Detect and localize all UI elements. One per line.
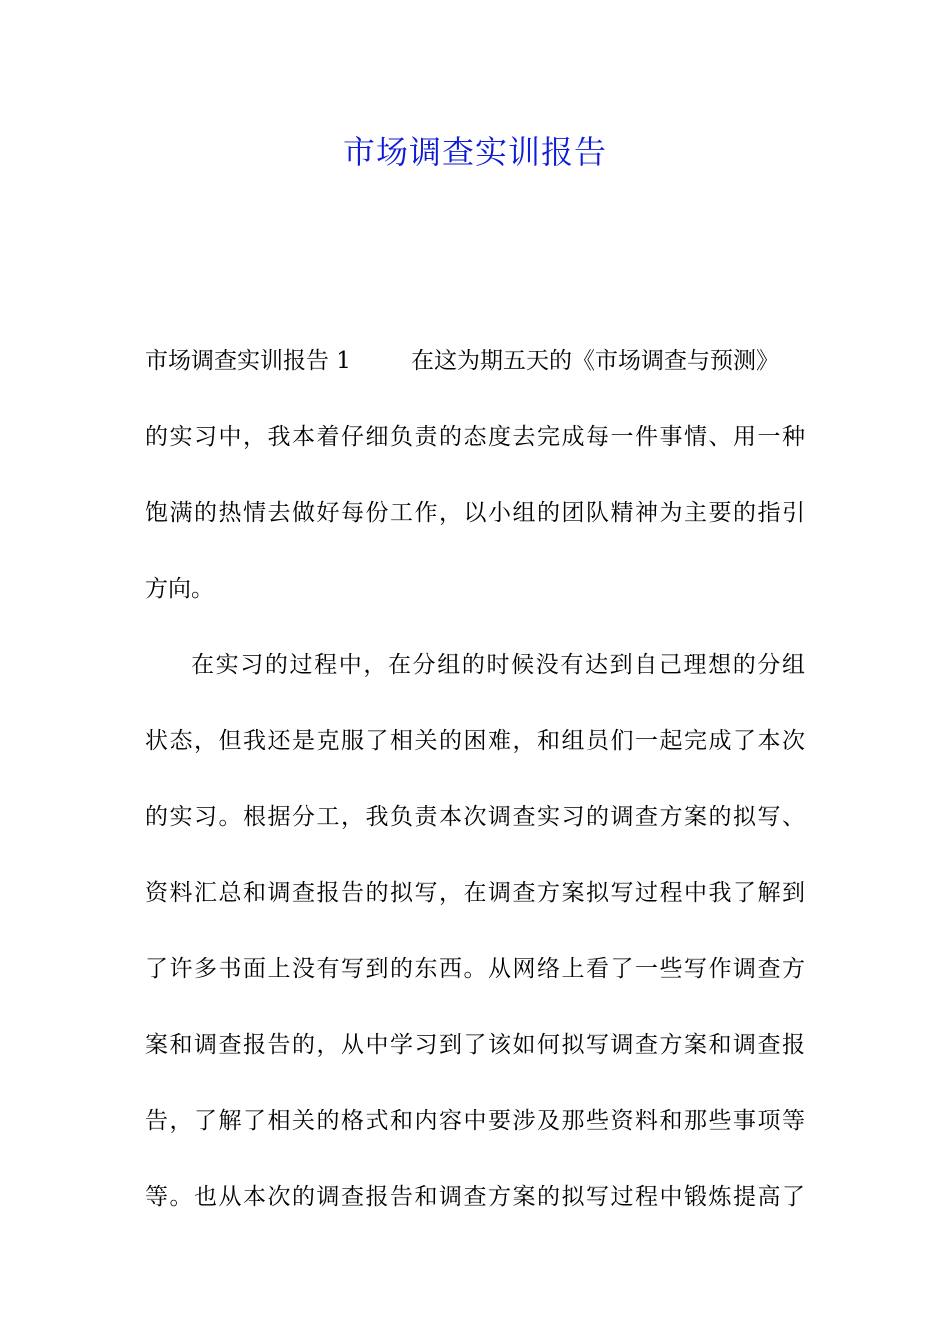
text-line-3: 饱满的热情去做好每份工作，以小组的团队精神为主要的指引 <box>145 500 805 526</box>
text-line-11: 告，了解了相关的格式和内容中要涉及那些资料和那些事项等 <box>145 1108 805 1134</box>
text-line-7: 的实习。根据分工，我负责本次调查实习的调查方案的拟写、 <box>145 804 805 830</box>
text-line-5: 在实习的过程中，在分组的时候没有达到自己理想的分组 <box>191 652 805 678</box>
text-line-6: 状态，但我还是克服了相关的困难，和组员们一起完成了本次 <box>145 728 805 754</box>
report-heading-inline: 市场调查实训报告 1 <box>145 348 351 374</box>
document-body <box>145 336 805 1248</box>
text-line-12: 等。也从本次的调查报告和调查方案的拟写过程中锻炼提高了 <box>145 1184 805 1210</box>
text-line-8: 资料汇总和调查报告的拟写，在调查方案拟写过程中我了解到 <box>145 880 805 906</box>
text-line-9: 了许多书面上没有写到的东西。从网络上看了一些写作调查方 <box>145 956 805 982</box>
text-line-2: 的实习中，我本着仔细负责的态度去完成每一件事情、用一种 <box>145 424 805 450</box>
paragraph-1-start: 在这为期五天的《市场调查与预测》 <box>410 348 779 374</box>
text-line-1 <box>145 336 805 386</box>
text-line-10: 案和调查报告的，从中学习到了该如何拟写调查方案和调查报 <box>145 1032 805 1058</box>
text-line-4: 方向。 <box>145 576 214 602</box>
document-title: 市场调查实训报告 <box>342 133 607 171</box>
